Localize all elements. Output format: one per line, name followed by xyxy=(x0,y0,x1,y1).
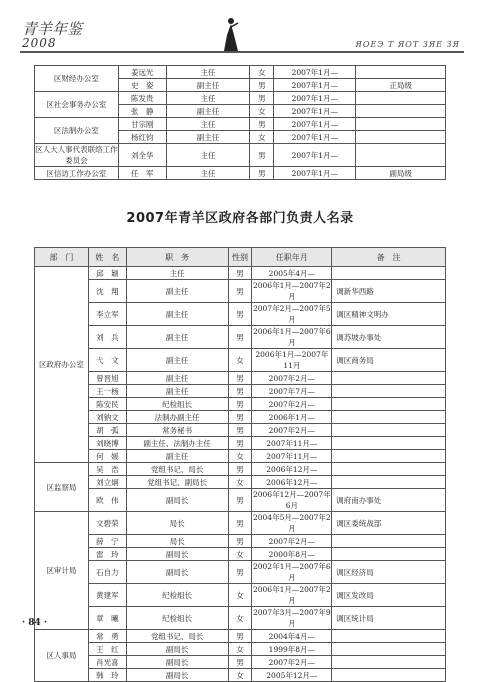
note-cell xyxy=(332,385,446,398)
table-row xyxy=(35,372,446,385)
table-row xyxy=(35,561,446,584)
table-cell: 男 xyxy=(250,92,274,105)
table-cell: 石自力 xyxy=(88,561,126,584)
table-row xyxy=(35,656,446,669)
table-cell: 男 xyxy=(228,630,252,643)
note-cell xyxy=(332,656,446,669)
dancer-icon xyxy=(222,17,240,53)
note-cell: 副局级 xyxy=(356,167,446,180)
table-cell: 2006年1月—2007年2月 xyxy=(252,281,331,301)
table-cell: 男 xyxy=(228,326,252,349)
table-cell: 2007年2月— xyxy=(252,424,332,437)
table-cell: 刘 兵 xyxy=(88,326,126,349)
table-cell: 2007年2月— xyxy=(252,656,332,669)
table-cell: 副局长 xyxy=(126,656,228,669)
table-cell: 李立军 xyxy=(88,303,126,326)
table-cell: 2007年3月—2007年9月 xyxy=(252,608,331,628)
table-cell: 女 xyxy=(250,66,274,79)
note-cell: 调府南办事处 xyxy=(332,489,446,512)
table-cell: 2007年7月— xyxy=(252,385,332,398)
dept-cell: 区人事局 xyxy=(35,630,89,682)
table-cell: 男 xyxy=(228,303,252,326)
table-cell: 副局长 xyxy=(126,561,228,584)
column-header: 部 门 xyxy=(35,248,89,267)
yearbook-logo: 青羊年鉴 xyxy=(22,20,83,38)
table-row xyxy=(35,607,446,630)
table-cell: 2000年8月— xyxy=(252,548,332,561)
table-cell: 男 xyxy=(228,463,252,476)
table-cell: 法制办副主任 xyxy=(126,411,228,424)
table-cell: 2002年1月—2007年6月 xyxy=(252,562,331,582)
table-cell: 男 xyxy=(250,167,274,180)
table-cell: 1999年8月— xyxy=(252,643,332,656)
note-cell xyxy=(332,411,446,424)
page-title: 2007年青羊区政府各部门负责人名录 xyxy=(126,211,354,226)
table-cell: 男 xyxy=(228,385,252,398)
dept-cell: 区审计局 xyxy=(35,512,89,630)
table-row xyxy=(35,489,446,512)
table-cell: 2007年1月— xyxy=(274,79,356,92)
table-cell: 2007年2月— xyxy=(252,535,332,548)
table-cell: 副局长 xyxy=(126,548,228,561)
table-cell: 2006年1月—2007年6月 xyxy=(252,327,331,347)
table-row xyxy=(35,92,446,105)
table-cell: 2007年2月— xyxy=(252,398,332,411)
table-cell: 2005年12月— xyxy=(252,669,332,682)
table-cell: 2007年1月— xyxy=(274,118,356,131)
column-header: 备 注 xyxy=(332,248,446,267)
table-cell: 副局长 xyxy=(126,489,228,512)
table-cell: 副主任 xyxy=(126,326,228,349)
table-row xyxy=(35,267,446,280)
page-number: · 84 · xyxy=(22,618,48,628)
table-cell: 2007年2月— xyxy=(252,372,332,385)
note-cell xyxy=(332,267,446,280)
table-cell: 何 媛 xyxy=(88,450,126,463)
table-cell: 张 静 xyxy=(118,105,166,118)
table-cell: 纪检组长 xyxy=(126,607,228,630)
table-cell: 文碧荣 xyxy=(88,512,126,535)
note-cell xyxy=(332,669,446,682)
table-cell: 2007年1月— xyxy=(274,92,356,105)
table-cell: 副主任 xyxy=(166,131,250,144)
table-cell: 副主任 xyxy=(126,349,228,372)
table-cell: 副局长 xyxy=(126,669,228,682)
table-cell: 局长 xyxy=(126,512,228,535)
dept-cell: 区法制办公室 xyxy=(35,118,119,144)
table-cell: 甘宗刚 xyxy=(118,118,166,131)
table-cell: 薛 宁 xyxy=(88,535,126,548)
table-row xyxy=(35,450,446,463)
table-cell: 2007年11月— xyxy=(252,437,332,450)
note-cell xyxy=(356,118,446,131)
note-cell xyxy=(356,105,446,118)
dept-cell: 区政府办公室 xyxy=(35,267,89,463)
table-cell: 常务秘书 xyxy=(126,424,228,437)
table-row xyxy=(35,167,446,180)
table-row xyxy=(35,463,446,476)
page-header xyxy=(0,0,480,56)
table-cell: 韩 玲 xyxy=(88,669,126,682)
table-cell: 男 xyxy=(228,489,252,512)
table-cell: 党组书记、局长 xyxy=(126,463,228,476)
table-cell: 胡 弧 xyxy=(88,424,126,437)
table-cell: 2007年11月— xyxy=(252,450,332,463)
table-cell: 沈 翔 xyxy=(88,280,126,303)
table-cell: 主任 xyxy=(166,92,250,105)
note-cell xyxy=(332,372,446,385)
table-cell: 男 xyxy=(228,561,252,584)
table-cell: 副主任 xyxy=(126,385,228,398)
table-row xyxy=(35,535,446,548)
note-cell xyxy=(356,66,446,79)
note-cell xyxy=(356,131,446,144)
table-row xyxy=(35,385,446,398)
table-cell: 纪检组长 xyxy=(126,398,228,411)
table-cell: 主任 xyxy=(166,144,250,167)
table-row xyxy=(35,512,446,535)
table-cell: 2007年1月— xyxy=(274,167,356,180)
note-cell xyxy=(332,643,446,656)
note-cell: 调区统计局 xyxy=(332,607,446,630)
dept-cell: 区信访工作办公室 xyxy=(35,167,119,180)
table-row xyxy=(35,584,446,607)
dept-cell: 区监察局 xyxy=(35,463,89,512)
table-cell: 欧 伟 xyxy=(88,489,126,512)
table-cell: 2004年5月—2007年2月 xyxy=(252,513,331,533)
table-cell: 男 xyxy=(228,372,252,385)
table-cell: 女 xyxy=(250,105,274,118)
table-cell: 任 军 xyxy=(118,167,166,180)
table-cell: 副主任 xyxy=(126,450,228,463)
dept-cell: 区财经办公室 xyxy=(35,66,119,92)
table-cell: 副主任、法制办主任 xyxy=(126,437,228,450)
table-row xyxy=(35,66,446,79)
table-cell: 女 xyxy=(228,607,252,630)
note-cell: 调新华西路 xyxy=(332,280,446,303)
table-cell: 吴 浩 xyxy=(88,463,126,476)
table-cell: 男 xyxy=(228,280,252,303)
table-cell: 史 姿 xyxy=(118,79,166,92)
note-cell: 调区发改局 xyxy=(332,584,446,607)
table-cell: 2007年1月— xyxy=(274,144,356,167)
table-row xyxy=(35,303,446,326)
table-cell: 女 xyxy=(228,669,252,682)
table-row xyxy=(35,118,446,131)
table-cell: 2007年1月— xyxy=(274,131,356,144)
table-cell: 2007年1月— xyxy=(274,66,356,79)
table-row xyxy=(35,476,446,489)
table-cell: 弋 文 xyxy=(88,349,126,372)
note-cell xyxy=(332,535,446,548)
column-header: 性别 xyxy=(228,248,252,267)
table-cell: 男 xyxy=(228,398,252,411)
table-cell: 党组书记、局长 xyxy=(126,630,228,643)
table-cell: 副主任 xyxy=(166,79,250,92)
table-cell: 常 勇 xyxy=(88,630,126,643)
table-cell: 刘钠文 xyxy=(88,411,126,424)
table-cell: 2007年2月—2007年5月 xyxy=(252,304,331,324)
table-cell: 主任 xyxy=(166,66,250,79)
table-cell: 曾晋旭 xyxy=(88,372,126,385)
table-cell: 2006年12月— xyxy=(252,463,332,476)
table-row xyxy=(35,643,446,656)
table-cell: 男 xyxy=(228,267,252,280)
note-cell: 调区精神文明办 xyxy=(332,303,446,326)
table-row xyxy=(35,411,446,424)
table-cell: 黄建军 xyxy=(88,584,126,607)
table-cell: 2006年1月—2007年11月 xyxy=(252,349,332,372)
note-cell: 调苏坡办事处 xyxy=(332,326,446,349)
table-cell: 男 xyxy=(228,656,252,669)
table-cell: 刘晓博 xyxy=(88,437,126,450)
table-cell: 副局长 xyxy=(126,643,228,656)
table-cell: 王一杨 xyxy=(88,385,126,398)
note-cell xyxy=(332,398,446,411)
table-cell: 女 xyxy=(228,643,252,656)
table-cell: 2006年12月—2007年6月 xyxy=(252,490,331,510)
dept-cell: 区人大人事代表联络工作委员会 xyxy=(35,145,118,165)
dept-cell: 区社会事务办公室 xyxy=(35,92,119,118)
table-cell: 副主任 xyxy=(166,105,250,118)
table-row xyxy=(35,669,446,682)
table-cell: 男 xyxy=(228,535,252,548)
table-cell: 男 xyxy=(228,411,252,424)
table-cell: 姜远光 xyxy=(118,66,166,79)
column-header: 姓 名 xyxy=(88,248,126,267)
table-cell: 王 红 xyxy=(88,643,126,656)
table-cell: 女 xyxy=(228,450,252,463)
table-cell: 男 xyxy=(250,118,274,131)
table-row xyxy=(35,144,446,167)
note-cell: 调区经济局 xyxy=(332,561,446,584)
table-cell: 雷 玲 xyxy=(88,548,126,561)
table-row xyxy=(35,280,446,303)
table-row xyxy=(35,349,446,372)
table-cell: 2005年4月— xyxy=(252,267,332,280)
table-cell: 2006年12月— xyxy=(252,476,332,489)
table-cell: 局长 xyxy=(126,535,228,548)
table-cell: 刘全华 xyxy=(118,144,166,167)
table-cell: 副主任 xyxy=(126,280,228,303)
continued-table xyxy=(34,65,446,180)
yearbook-year: 2008 xyxy=(22,36,57,50)
table-cell: 2007年1月— xyxy=(274,105,356,118)
note-cell xyxy=(356,144,446,167)
note-cell xyxy=(332,548,446,561)
table-cell: 男 xyxy=(250,144,274,167)
note-cell xyxy=(332,437,446,450)
table-cell: 女 xyxy=(228,349,252,372)
header-rule xyxy=(20,51,464,53)
table-cell: 2004年4月— xyxy=(252,630,332,643)
table-row xyxy=(35,424,446,437)
table-cell: 2006年1月—2007年2月 xyxy=(252,585,331,605)
table-cell: 章 曦 xyxy=(88,607,126,630)
table-cell: 陈安民 xyxy=(88,398,126,411)
table-cell: 陈发贵 xyxy=(118,92,166,105)
note-cell: 调区商务局 xyxy=(332,349,446,372)
note-cell: 调区委统战部 xyxy=(332,512,446,535)
table-cell: 肖光喜 xyxy=(88,656,126,669)
note-cell xyxy=(332,424,446,437)
table-cell: 副主任 xyxy=(126,372,228,385)
table-row xyxy=(35,326,446,349)
table-row xyxy=(35,437,446,450)
table-cell: 男 xyxy=(250,79,274,92)
column-header: 职 务 xyxy=(126,248,228,267)
table-cell: 2006年1月— xyxy=(252,411,332,424)
table-row xyxy=(35,548,446,561)
officials-table xyxy=(34,247,446,682)
table-cell: 女 xyxy=(228,548,252,561)
table-cell: 女 xyxy=(228,584,252,607)
table-cell: 主任 xyxy=(166,118,250,131)
table-row xyxy=(35,630,446,643)
note-cell xyxy=(332,630,446,643)
table-cell: 杨红钧 xyxy=(118,131,166,144)
table-cell: 男 xyxy=(228,512,252,535)
table-cell: 男 xyxy=(228,424,252,437)
note-cell xyxy=(356,92,446,105)
note-cell: 正局级 xyxy=(356,79,446,92)
table-cell: 党组书记、副局长 xyxy=(126,476,228,489)
note-cell xyxy=(332,463,446,476)
table-cell: 主任 xyxy=(126,267,228,280)
column-header: 任职年月 xyxy=(252,248,332,267)
note-cell xyxy=(332,450,446,463)
table-cell: 副主任 xyxy=(126,303,228,326)
table-cell: 女 xyxy=(228,476,252,489)
table-cell: 主任 xyxy=(166,167,250,180)
table-cell: 纪检组长 xyxy=(126,584,228,607)
table-row xyxy=(35,398,446,411)
table-cell: 男 xyxy=(228,437,252,450)
table-cell: 刘立炯 xyxy=(88,476,126,489)
table-cell: 女 xyxy=(250,131,274,144)
header-tagline: ЯОЕЭ Т ЯОТ ЗЯЕ ЗЯ xyxy=(355,40,460,49)
note-cell xyxy=(332,476,446,489)
table-cell: 邱 颖 xyxy=(88,267,126,280)
